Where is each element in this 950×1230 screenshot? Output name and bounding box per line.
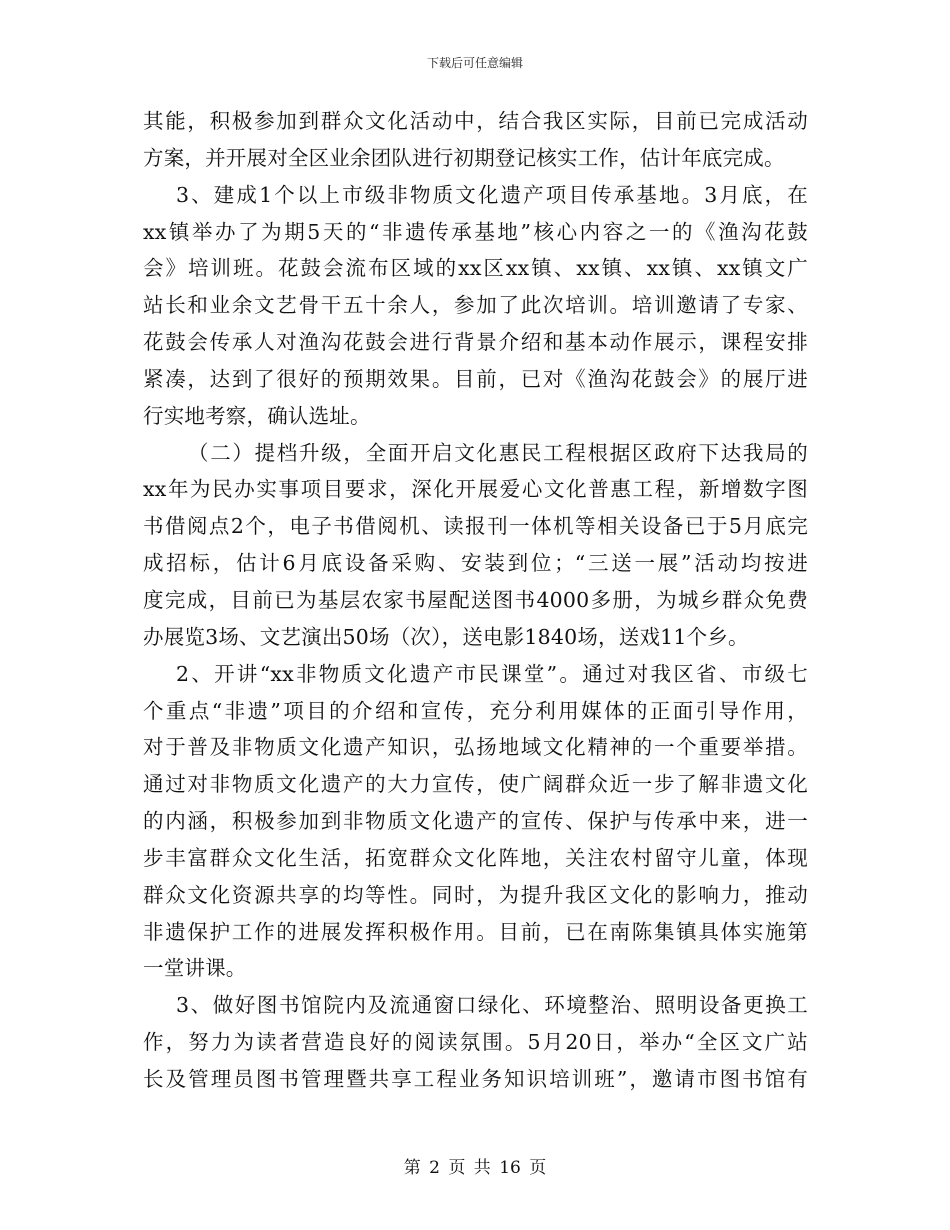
text-line: 站长和业余文艺骨干五十余人，参加了此次培训。培训邀请了专家、 (143, 293, 808, 318)
document-body (143, 103, 808, 1098)
text-line: 书借阅点2个，电子书借阅机、读报刊一体机等相关设备已于5月底完 (143, 514, 808, 539)
text-line: 办展览3场、文艺演出50场（次），送电影1840场，送戏11个乡。 (143, 624, 749, 649)
text-line: 群众文化资源共享的均等性。同时，为提升我区文化的影响力，推动 (143, 882, 808, 907)
text-line: 一堂讲课。 (143, 956, 247, 981)
text-line: 非遗保护工作的进展发挥积极作用。目前，已在南陈集镇具体实施第 (143, 919, 808, 944)
text-line: 的内涵，积极参加到非物质文化遗产的宣传、保护与传承中来，进一 (143, 809, 808, 834)
page-header: 下载后可任意编辑 (426, 56, 523, 70)
text-line: 长及管理员图书管理暨共享工程业务知识培训班”，邀请市图书馆有 (143, 1066, 808, 1091)
text-line: 方案，并开展对全区业余团队进行初期登记核实工作，估计年底完成。 (143, 145, 785, 170)
text-line: xx镇举办了为期5天的“非遗传承基地”核心内容之一的《渔沟花鼓 (143, 219, 808, 244)
text-line: 对于普及非物质文化遗产知识，弘扬地域文化精神的一个重要举措。 (143, 735, 808, 760)
text-line: 3、建成1个以上市级非物质文化遗产项目传承基地。3月底，在 (176, 182, 808, 207)
text-line: 行实地考察，确认选址。 (143, 403, 371, 428)
text-line: xx年为民办实事项目要求，深化开展爱心文化普惠工程，新增数字图 (143, 477, 808, 502)
text-line: 个重点“非遗”项目的介绍和宣传，充分利用媒体的正面引导作用， (143, 698, 808, 723)
text-line: 花鼓会传承人对渔沟花鼓会进行背景介绍和基本动作展示，课程安排 (143, 330, 808, 355)
text-line: 作，努力为读者营造良好的阅读氛围。5月20日，举办“全区文广站 (143, 1030, 808, 1055)
text-line: 3、做好图书馆院内及流通窗口绿化、环境整治、照明设备更换工 (176, 993, 808, 1018)
text-line: 通过对非物质文化遗产的大力宣传，使广阔群众近一步了解非遗文化 (143, 772, 808, 797)
text-line: 2、开讲“xx非物质文化遗产市民课堂”。通过对我区省、市级七 (176, 661, 808, 686)
text-line: 度完成，目前已为基层农家书屋配送图书4000多册，为城乡群众免费 (143, 587, 808, 612)
text-line: 成招标，估计6月底设备采购、安装到位；“三送一展”活动均按进 (143, 551, 808, 576)
text-line: 步丰富群众文化生活，拓宽群众文化阵地，关注农村留守儿童，体现 (143, 845, 808, 870)
text-line: （二）提档升级，全面开启文化惠民工程根据区政府下达我局的 (188, 440, 808, 465)
text-line: 其能，积极参加到群众文化活动中，结合我区实际，目前已完成活动 (143, 109, 808, 133)
page-number-footer: 第 2 页 共 16 页 (403, 1158, 547, 1178)
text-line: 会》培训班。花鼓会流布区域的xx区xx镇、xx镇、xx镇、xx镇文广 (143, 256, 808, 281)
text-line: 紧凑，达到了很好的预期效果。目前，已对《渔沟花鼓会》的展厅进 (143, 366, 808, 391)
